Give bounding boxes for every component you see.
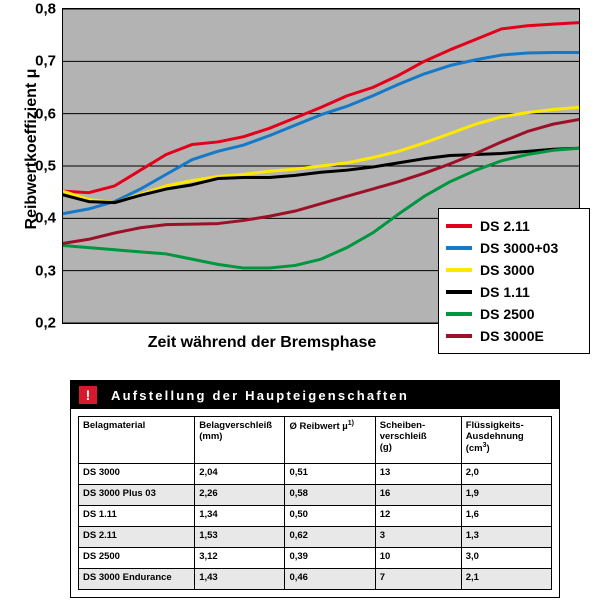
legend-color-swatch (446, 224, 472, 228)
table-cell: DS 2500 (79, 548, 195, 569)
table-cell: 13 (375, 464, 461, 485)
column-header-pad-wear: Belagverschleiß (mm) (195, 417, 285, 464)
legend-color-swatch (446, 268, 472, 272)
table-cell: 2,1 (461, 569, 551, 590)
legend-item-label: DS 3000 (480, 262, 535, 278)
y-axis-title: Reibwertkoeffizient μ (23, 68, 40, 230)
table-cell: 7 (375, 569, 461, 590)
table-inner (71, 409, 559, 597)
legend-item (439, 259, 589, 281)
y-tick-label: 0,3 (35, 262, 56, 280)
table-cell: 3,0 (461, 548, 551, 569)
table-cell: DS 3000 Endurance (79, 569, 195, 590)
legend-color-swatch (446, 290, 472, 294)
y-axis-tick-labels (0, 0, 56, 332)
x-axis-title: Zeit während der Bremsphase (147, 334, 377, 351)
table-cell: 0,46 (285, 569, 375, 590)
table-cell: 2,26 (195, 485, 285, 506)
legend-color-swatch (446, 246, 472, 250)
table-body (79, 464, 552, 590)
table-header-bar (71, 381, 559, 409)
table-cell: 16 (375, 485, 461, 506)
table-cell: 0,62 (285, 527, 375, 548)
legend-item-label: DS 3000E (480, 328, 544, 344)
table-cell: DS 2.11 (79, 527, 195, 548)
table-cell: 0,50 (285, 506, 375, 527)
column-header-fluid-expansion: Flüssigkeits- Ausdehnung $(cm^3)$ (461, 417, 551, 464)
table-cell: 10 (375, 548, 461, 569)
column-header-friction: Ø Reibwert µ$^{1)}$ (285, 417, 375, 464)
table-cell: 1,9 (461, 485, 551, 506)
properties-table-block (70, 380, 560, 598)
table-cell: 12 (375, 506, 461, 527)
y-tick-label: 0,5 (35, 157, 56, 175)
y-tick-label: 0,7 (35, 52, 56, 70)
legend-item (439, 281, 589, 303)
table-cell: DS 3000 Plus 03 (79, 485, 195, 506)
legend-item-label: DS 1.11 (480, 284, 530, 300)
table-header-title: Aufstellung der Haupteigenschaften (111, 387, 409, 403)
legend-item (439, 325, 589, 347)
legend-item (439, 303, 589, 325)
table-cell: 1,43 (195, 569, 285, 590)
table-row (79, 569, 552, 590)
series-line-ds-1-11 (63, 148, 579, 202)
table-cell: 3,12 (195, 548, 285, 569)
table-cell: 2,04 (195, 464, 285, 485)
series-line-ds-3000-03 (63, 52, 579, 213)
table-cell: 1,6 (461, 506, 551, 527)
y-tick-label: 0,6 (35, 105, 56, 123)
y-tick-label: 0,4 (35, 209, 56, 227)
legend-color-swatch (446, 312, 472, 316)
table-cell: DS 3000 (79, 464, 195, 485)
table-cell: 3 (375, 527, 461, 548)
warning-icon: ! (79, 386, 97, 404)
column-header-disc-wear: Scheiben- verschleiß (g) (375, 417, 461, 464)
table-cell: 1,53 (195, 527, 285, 548)
table-row (79, 527, 552, 548)
table-header-row (79, 417, 552, 464)
legend-item (439, 237, 589, 259)
properties-table (78, 416, 552, 590)
table-row (79, 464, 552, 485)
legend-item-label: DS 2.11 (480, 218, 530, 234)
table-row (79, 506, 552, 527)
chart-legend (438, 208, 590, 354)
table-cell: 2,0 (461, 464, 551, 485)
table-cell: 1,3 (461, 527, 551, 548)
y-tick-label: 0,8 (35, 0, 56, 18)
table-row (79, 485, 552, 506)
table-row (79, 548, 552, 569)
legend-item-label: DS 3000+03 (480, 240, 559, 256)
column-header-material: Belagmaterial (79, 417, 195, 464)
table-cell: 1,34 (195, 506, 285, 527)
legend-color-swatch (446, 334, 472, 338)
table-cell: 0,51 (285, 464, 375, 485)
legend-item (439, 215, 589, 237)
table-cell: 0,58 (285, 485, 375, 506)
table-cell: 0,39 (285, 548, 375, 569)
y-tick-label: 0,2 (35, 314, 56, 332)
legend-item-label: DS 2500 (480, 306, 535, 322)
table-cell: DS 1.11 (79, 506, 195, 527)
